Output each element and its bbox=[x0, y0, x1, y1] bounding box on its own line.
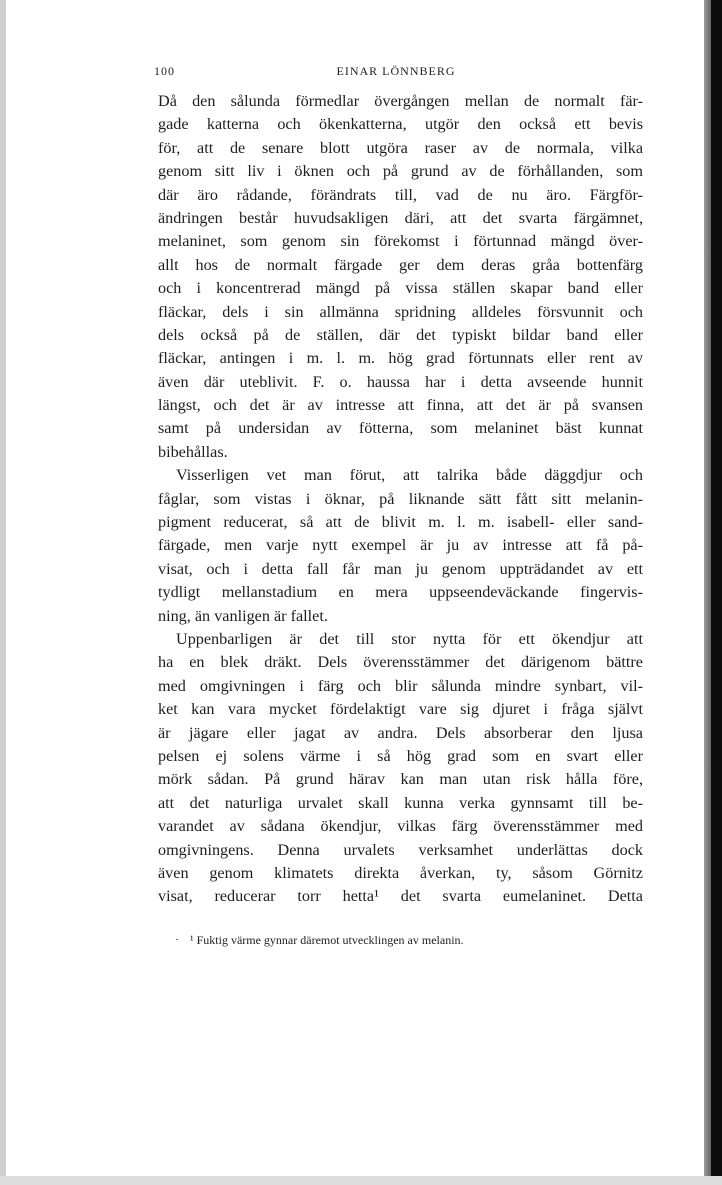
text-line: även där uteblivit. F. o. haussa har i detta avseende hunnit bbox=[158, 372, 643, 391]
footnote: ¹ Fuktig värme gynnar däremot utvecklingen av melanin. bbox=[190, 933, 464, 947]
scan-edge-right bbox=[711, 0, 722, 1185]
text-line: gade katterna och ökenkatterna, utgör den också ett bevis bbox=[158, 115, 643, 134]
text-line: fläckar, antingen i m. l. m. hög grad förtunnats eller rent av bbox=[158, 349, 643, 368]
text-line: melaninet, som genom sin förekomst i förtunnad mängd över- bbox=[158, 232, 643, 251]
text-line: med omgivningen i färg och blir sålunda mindre synbart, vil- bbox=[158, 676, 643, 695]
text-line: längst, och det är av intresse att finna, att det är på svansen bbox=[158, 396, 643, 415]
scan-edge-right-shadow bbox=[704, 0, 711, 1185]
text-line: att det naturliga urvalet skall kunna verka gynnsamt till be- bbox=[158, 793, 643, 812]
text-line: färgade, men varje nytt exempel är ju av intresse att få på- bbox=[158, 536, 643, 555]
text-line: visat, reducerar torr hetta¹ det svarta eumelaninet. Detta bbox=[158, 887, 643, 906]
text-line: Visserligen vet man förut, att talrika både däggdjur och bbox=[176, 466, 643, 485]
text-line: Då den sålunda förmedlar övergången mellan de normalt fär- bbox=[158, 92, 643, 110]
text-line: även genom klimatets direkta åverkan, ty, såsom Görnitz bbox=[158, 863, 643, 882]
text-line: ket kan vara mycket fördelaktigt vare sig djuret i fråga självt bbox=[158, 700, 643, 719]
text-line: allt hos de normalt färgade ger dem deras gråa bottenfärg bbox=[158, 255, 643, 274]
text-line: tydligt mellanstadium en mera uppseendeväckande fingervis- bbox=[158, 583, 643, 602]
text-line: genom sitt liv i öknen och på grund av de förhållanden, som bbox=[158, 162, 643, 181]
text-line: och i koncentrerad mängd på vissa ställen skapar band eller bbox=[158, 279, 643, 298]
running-head bbox=[148, 64, 644, 80]
text-line: fåglar, som vistas i öknar, på liknande sätt fått sitt melanin- bbox=[158, 489, 643, 508]
text-line: omgivningens. Denna urvalets verksamhet underlättas dock bbox=[158, 840, 643, 859]
text-line: ning, än vanligen är fallet. bbox=[158, 606, 328, 625]
text-line: mörk sådan. På grund härav kan man utan risk hålla före, bbox=[158, 770, 643, 789]
text-line: pelsen ej solens värme i så hög grad som en svart eller bbox=[158, 746, 643, 765]
scan-edge-bottom bbox=[0, 1176, 722, 1185]
footnote-mark bbox=[176, 939, 178, 940]
text-line: fläckar, dels i sin allmänna spridning alldeles försvunnit och bbox=[158, 302, 643, 321]
text-line: bibehållas. bbox=[158, 442, 228, 461]
text-line: samt på undersidan av fötterna, som melaninet bäst kunnat bbox=[158, 419, 643, 438]
text-line: ändringen består huvudsakligen däri, att det svarta färgämnet, bbox=[158, 208, 643, 227]
text-line: Uppenbarligen är det till stor nytta för ett ökendjur att bbox=[176, 629, 643, 648]
text-line: för, att de senare blott utgöra raser av de normala, vilka bbox=[158, 138, 643, 157]
running-title: EINAR LÖNNBERG bbox=[336, 64, 456, 78]
text-line: varandet av sådana ökendjur, vilkas färg överensstämmer med bbox=[158, 817, 643, 836]
text-line: ha en blek dräkt. Dels överensstämmer det därigenom bättre bbox=[158, 653, 643, 672]
text-line: är jägare eller jagat av andra. Dels absorberar den ljusa bbox=[158, 723, 643, 742]
page-number: 100 bbox=[154, 64, 175, 78]
text-line: pigment reducerat, så att de blivit m. l. m. isabell- eller sand- bbox=[158, 513, 643, 532]
text-line: där äro rådande, förändrats till, vad de nu äro. Färgför- bbox=[158, 185, 643, 204]
body-text bbox=[158, 90, 643, 909]
text-line: visat, och i detta fall får man ju genom uppträdandet av ett bbox=[158, 559, 643, 578]
text-line: dels också på de ställen, där det typiskt bildar band eller bbox=[158, 325, 643, 344]
